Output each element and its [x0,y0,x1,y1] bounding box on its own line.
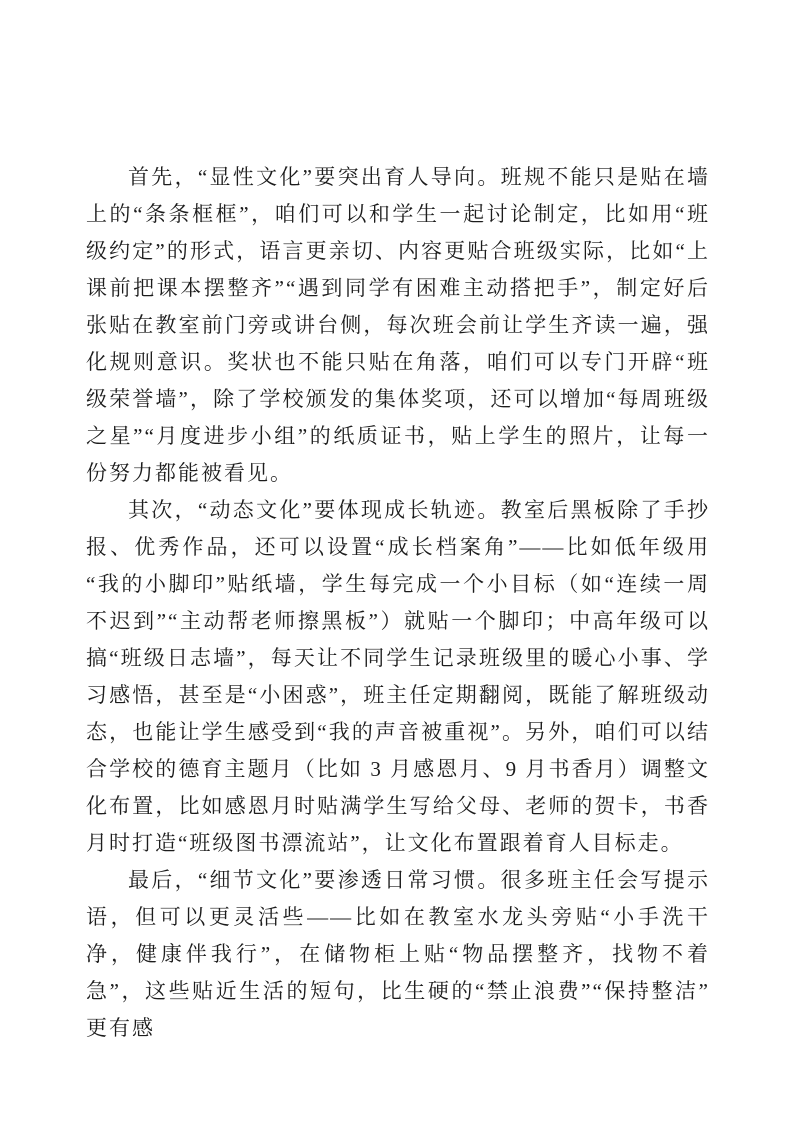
paragraph-detail-culture: 最后，“细节文化”要渗透日常习惯。很多班主任会写提示语，但可以更灵活些——比如在教室水龙头旁贴“小手洗干净，健康伴我行”，在储物柜上贴“物品摆整齐，找物不着急”，这些贴近生活的短句，比生硬的“禁止浪费”“保持整洁”更有感 [86,868,710,1040]
paragraph-dynamic-culture: 其次，“动态文化”要体现成长轨迹。教室后黑板除了手抄报、优秀作品，还可以设置“成长档案角”——比如低年级用“我的小脚印”贴纸墙，学生每完成一个小目标（如“连续一周不迟到”“主动帮老师擦黑板”）就贴一个脚印；中高年级可以搞“班级日志墙”，每天让不同学生记录班级里的暖心小事、学习感悟，甚至是“小困惑”，班主任定期翻阅，既能了解班级动态，也能让学生感受到“我的声音被重视”。另外，咱们可以结合学校的德育主题月（比如 3 月感恩月、9 月书香月）调整文化布置，比如感恩月时贴满学生写给父母、老师的贺卡，书香月时打造“班级图书漂流站”，让文化布置跟着育人目标走。 [86,498,710,855]
document-body [86,159,710,1047]
paragraph-explicit-culture: 首先，“显性文化”要突出育人导向。班规不能只是贴在墙上的“条条框框”，咱们可以和学生一起讨论制定，比如用“班级约定”的形式，语言更亲切、内容更贴合班级实际，比如“上课前把课本摆整齐”“遇到同学有困难主动搭把手”，制定好后张贴在教室前门旁或讲台侧，每次班会前让学生齐读一遍，强化规则意识。奖状也不能只贴在角落，咱们可以专门开辟“班级荣誉墙”，除了学校颁发的集体奖项，还可以增加“每周班级之星”“月度进步小组”的纸质证书，贴上学生的照片，让每一份努力都能被看见。 [86,165,710,485]
